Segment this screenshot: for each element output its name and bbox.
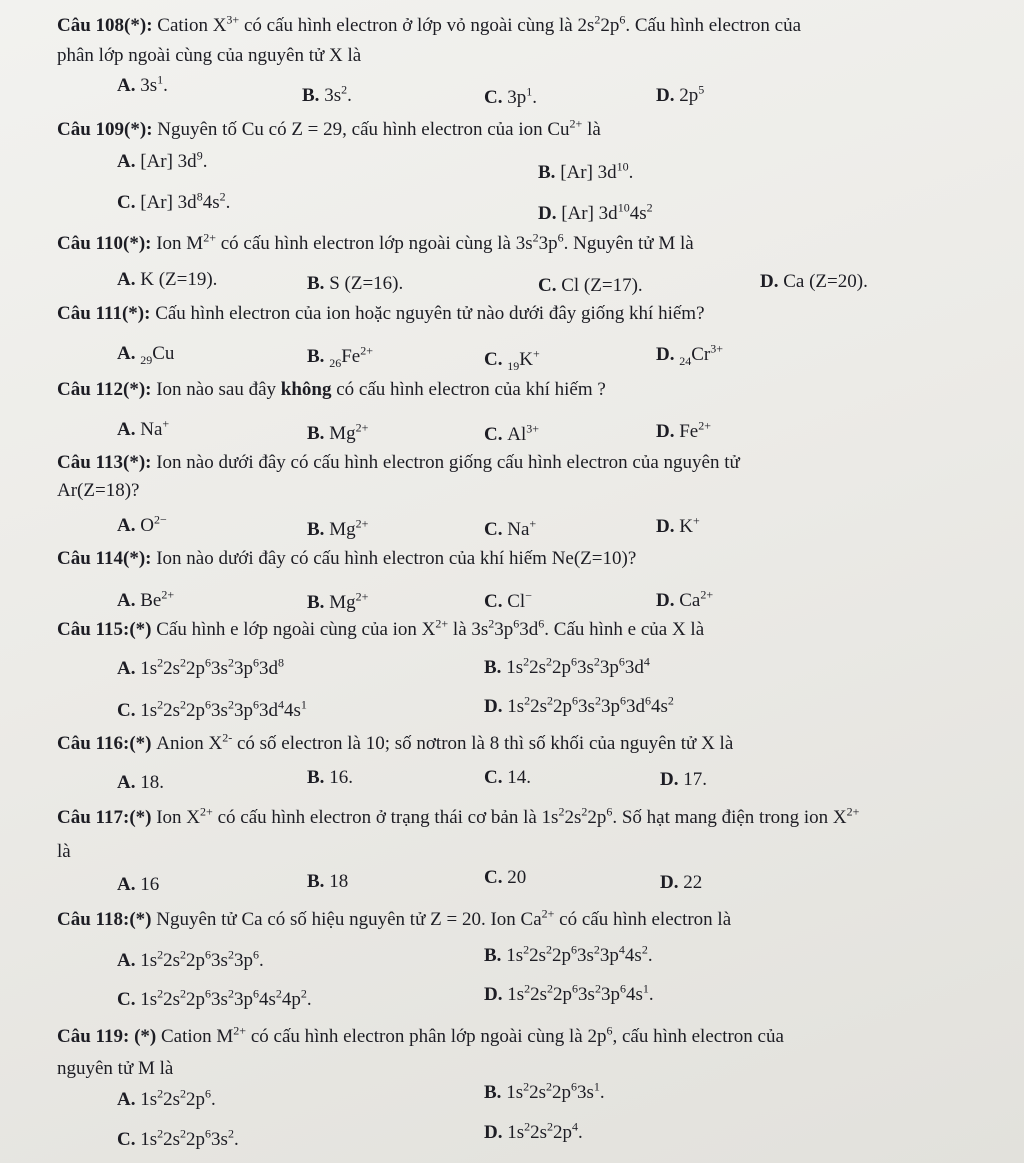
option-letter: C.	[484, 867, 508, 888]
answer-option-b	[484, 656, 650, 680]
option-letter: C.	[117, 1129, 141, 1150]
answer-option-d	[656, 343, 723, 367]
question-109	[57, 118, 601, 142]
answer-option-c	[484, 86, 537, 110]
answer-option-c	[117, 191, 230, 215]
option-value: $Mg^{2+}$	[329, 516, 369, 540]
answer-option-a	[117, 657, 284, 681]
option-value: Cl (Z=17).	[561, 275, 643, 296]
question-label: Câu 109(*):	[57, 119, 158, 140]
option-value: $Mg^{2+}$	[329, 589, 369, 613]
question-label: Câu 111(*):	[57, 303, 156, 324]
option-value: 18.	[140, 772, 164, 793]
option-value: $3p^1$.	[507, 84, 537, 108]
option-value: 20	[507, 867, 527, 888]
option-value: Na+	[507, 516, 537, 540]
answer-option-c	[484, 766, 531, 790]
answer-option-a	[117, 589, 174, 613]
option-value: Ca (Z=20).	[783, 271, 868, 292]
option-letter: A.	[117, 772, 141, 793]
answer-option-c	[117, 699, 307, 723]
answer-option-b	[307, 272, 403, 296]
question-text: Ion nào dưới đây có cấu hình electron giống cấu hình electron của nguyên tử	[156, 452, 740, 473]
option-letter: A.	[117, 419, 141, 440]
question-label: Câu 112(*):	[57, 379, 157, 400]
option-value: $1s^22s^22p^63s^1$.	[506, 1079, 605, 1103]
option-value: [Ar] $3d^{10}4s^2$	[561, 200, 653, 224]
option-value: $1s^22s^22p^63s^23p^64s^1$.	[507, 981, 654, 1005]
question-label: Câu 116:(*)	[57, 733, 157, 754]
option-letter: D.	[538, 203, 562, 224]
option-value: $1s^22s^22p^63s^23p^63d^8$	[140, 655, 284, 679]
option-letter: D.	[484, 984, 508, 1005]
option-letter: B.	[307, 871, 330, 892]
answer-option-b	[307, 518, 368, 542]
answer-option-a	[117, 74, 168, 98]
option-letter: C.	[484, 87, 508, 108]
question-text: Ion $X^{2+}$ có cấu hình electron ở trạng thái cơ bản là $1s^22s^22p^6$. Số hạt mang điện trong ion $X^{2+}$	[156, 804, 860, 828]
option-value: $1s^22s^22p^63s^23p^63d^64s^2$	[507, 693, 674, 717]
option-letter: A.	[117, 590, 141, 611]
question-label: Câu 119: (*)	[57, 1026, 161, 1047]
answer-option-c	[484, 518, 536, 542]
option-value: $1s^22s^22p^63s^23p^63d^4$	[506, 654, 650, 678]
question-text: Cấu hình e lớp ngoài cùng của ion $X^{2+}$ là $3s^23p^63d^6$. Cấu hình e của X là	[156, 616, 705, 640]
option-value: $Fe^{2+}$	[679, 418, 712, 442]
option-letter: C.	[117, 192, 141, 213]
question-text: Nguyên tố Cu có Z = 29, cấu hình electron của ion $Cu^{2+}$ là	[157, 116, 601, 140]
option-letter: C.	[538, 275, 562, 296]
option-letter: D.	[484, 696, 508, 717]
option-value: Na+	[140, 416, 170, 440]
answer-option-d	[484, 1121, 583, 1145]
answer-option-a	[117, 150, 207, 174]
question-114	[57, 547, 636, 571]
option-letter: A.	[117, 269, 141, 290]
option-value: $1s^22s^22p^63s^23p^64s^24p^2$.	[140, 986, 312, 1010]
option-letter: D.	[484, 1122, 508, 1143]
answer-option-b	[484, 944, 653, 968]
question-text: Anion $X^{2-}$ có số electron là 10; số nơtron là 8 thì số khối của nguyên tử X là	[156, 730, 734, 754]
answer-option-a	[117, 514, 167, 538]
option-letter: A.	[117, 658, 141, 679]
question-119	[57, 1025, 784, 1049]
answer-option-d	[656, 515, 700, 539]
answer-option-c	[484, 866, 526, 890]
question-text: Cấu hình electron của ion hoặc nguyên tử nào dưới đây giống khí hiếm?	[155, 303, 705, 324]
option-value: $O^{2-}$	[140, 512, 167, 536]
option-value: $2p^5$	[679, 82, 705, 106]
option-letter: A.	[117, 515, 141, 536]
answer-option-b	[307, 766, 353, 790]
option-letter: B.	[307, 767, 330, 788]
question-label: Câu 117:(*)	[57, 807, 157, 828]
option-value: 17.	[683, 769, 707, 790]
question-text-continued: phân lớp ngoài cùng của nguyên tử X là	[57, 45, 362, 66]
option-letter: D.	[660, 769, 684, 790]
option-value: $_{19}$K+	[507, 346, 540, 373]
option-value: [Ar] $3d^9$.	[140, 148, 208, 172]
answer-option-a	[117, 873, 159, 897]
question-116	[57, 732, 733, 756]
option-letter: D.	[660, 872, 684, 893]
answer-option-b	[484, 1081, 605, 1105]
answer-option-d	[760, 270, 868, 294]
option-letter: D.	[656, 516, 680, 537]
answer-option-d	[484, 983, 654, 1007]
option-value: $1s^22s^22p^63s^2$.	[140, 1126, 239, 1150]
option-value: $Be^{2+}$	[140, 587, 175, 611]
answer-option-c	[484, 590, 532, 614]
option-letter: C.	[117, 989, 141, 1010]
question-text: Cation $M^{2+}$ có cấu hình electron phân lớp ngoài cùng là $2p^6$, cấu hình electron của	[160, 1023, 784, 1047]
option-letter: A.	[117, 151, 141, 172]
option-value: $3s^2$.	[324, 82, 352, 106]
answer-option-d	[656, 84, 704, 108]
option-value: 22	[683, 872, 703, 893]
option-value: $1s^22s^22p^63s^23p^44s^2$.	[506, 942, 653, 966]
option-letter: B.	[307, 346, 330, 367]
question-text: Cation $X^{3+}$ có cấu hình electron ở lớp vỏ ngoài cùng là $2s^22p^6$. Cấu hình electron của	[157, 12, 802, 36]
answer-option-b	[307, 422, 368, 446]
option-value: [Ar] $3d^84s^2$.	[140, 189, 231, 213]
option-value: $Ca^{2+}$	[679, 587, 714, 611]
question-label: Câu 114(*):	[57, 548, 157, 569]
answer-option-a	[117, 1088, 216, 1112]
option-value: $Al^{3+}$	[507, 421, 540, 445]
option-value: [Ar] $3d^{10}$.	[560, 159, 634, 183]
answer-option-d	[538, 202, 653, 226]
option-letter: B.	[307, 592, 330, 613]
option-value: 14.	[507, 767, 531, 788]
question-112	[57, 378, 606, 402]
option-value: $1s^22s^22p^4$.	[507, 1119, 583, 1143]
option-letter: C.	[484, 424, 508, 445]
question-117	[57, 806, 859, 830]
option-letter: B.	[307, 519, 330, 540]
question-118	[57, 908, 731, 932]
question-text-continued: Ar(Z=18)?	[57, 480, 140, 501]
option-value: $_{29}$Cu	[140, 343, 175, 367]
option-letter: C.	[484, 591, 508, 612]
answer-option-d	[484, 695, 674, 719]
answer-option-a	[117, 342, 174, 366]
question-110	[57, 232, 694, 256]
option-letter: B.	[538, 162, 561, 183]
option-letter: B.	[484, 1082, 507, 1103]
option-letter: C.	[117, 700, 141, 721]
question-label: Câu 110(*):	[57, 233, 157, 254]
option-letter: B.	[307, 423, 330, 444]
question-text-continued: là	[57, 841, 71, 862]
option-value: $Mg^{2+}$	[329, 420, 369, 444]
question-113	[57, 451, 740, 475]
question-111	[57, 302, 705, 326]
option-letter: A.	[117, 1089, 141, 1110]
option-value: 18	[329, 871, 349, 892]
option-letter: A.	[117, 343, 141, 364]
answer-option-d	[660, 871, 702, 895]
answer-option-b	[302, 84, 352, 108]
question-label: Câu 115:(*)	[57, 619, 157, 640]
option-value: $1s^22s^22p^6$.	[140, 1086, 216, 1110]
answer-option-a	[117, 771, 164, 795]
answer-option-b	[307, 591, 368, 615]
answer-option-d	[656, 589, 713, 613]
option-letter: D.	[760, 271, 784, 292]
question-text: Ion nào sau đây không có cấu hình electron của khí hiếm ?	[156, 379, 606, 400]
question-text: Nguyên tử Ca có số hiệu nguyên tử Z = 20. Ion $Ca^{2+}$ có cấu hình electron là	[156, 906, 732, 930]
answer-option-a	[117, 268, 217, 292]
question-label: Câu 118:(*)	[57, 909, 157, 930]
question-115	[57, 618, 704, 642]
question-text: Ion $M^{2+}$ có cấu hình electron lớp ngoài cùng là $3s^23p^6$. Nguyên tử M là	[156, 230, 694, 254]
option-value: S (Z=16).	[329, 273, 404, 294]
option-value: $_{26}Fe^{2+}$	[329, 343, 373, 370]
option-letter: D.	[656, 590, 680, 611]
answer-option-c	[484, 423, 539, 447]
option-value: K+	[679, 513, 700, 537]
option-letter: A.	[117, 75, 141, 96]
option-letter: B.	[484, 945, 507, 966]
answer-option-b	[538, 161, 633, 185]
option-value: $_{24}Cr^{3+}$	[679, 341, 724, 368]
answer-option-c	[538, 274, 643, 298]
option-letter: D.	[656, 344, 680, 365]
answer-option-c	[484, 348, 540, 372]
option-letter: C.	[484, 349, 508, 370]
option-letter: C.	[484, 519, 508, 540]
answer-option-d	[656, 420, 711, 444]
option-value: $1s^22s^22p^63s^23p^6$.	[140, 947, 264, 971]
answer-option-c	[117, 1128, 239, 1152]
answer-option-b	[307, 870, 348, 894]
option-letter: D.	[656, 85, 680, 106]
question-label: Câu 108(*):	[57, 15, 158, 36]
option-letter: B.	[302, 85, 325, 106]
answer-option-d	[660, 768, 707, 792]
option-letter: C.	[484, 767, 508, 788]
question-text: Ion nào dưới đây có cấu hình electron của khí hiếm Ne(Z=10)?	[156, 548, 637, 569]
answer-option-a	[117, 949, 264, 973]
answer-option-b	[307, 345, 373, 369]
answer-option-a	[117, 418, 169, 442]
question-108	[57, 14, 801, 38]
option-value: 16.	[329, 767, 353, 788]
option-value: Cl−	[507, 588, 532, 612]
option-letter: D.	[656, 421, 680, 442]
option-letter: A.	[117, 950, 141, 971]
question-label: Câu 113(*):	[57, 452, 157, 473]
option-letter: A.	[117, 874, 141, 895]
option-letter: B.	[484, 657, 507, 678]
question-text-continued: nguyên tử M là	[57, 1058, 174, 1079]
option-value: K (Z=19).	[140, 269, 218, 290]
option-letter: B.	[307, 273, 330, 294]
option-value: 16	[140, 874, 160, 895]
option-value: $1s^22s^22p^63s^23p^63d^44s^1$	[140, 697, 307, 721]
option-value: $3s^1$.	[140, 72, 168, 96]
answer-option-c	[117, 988, 312, 1012]
